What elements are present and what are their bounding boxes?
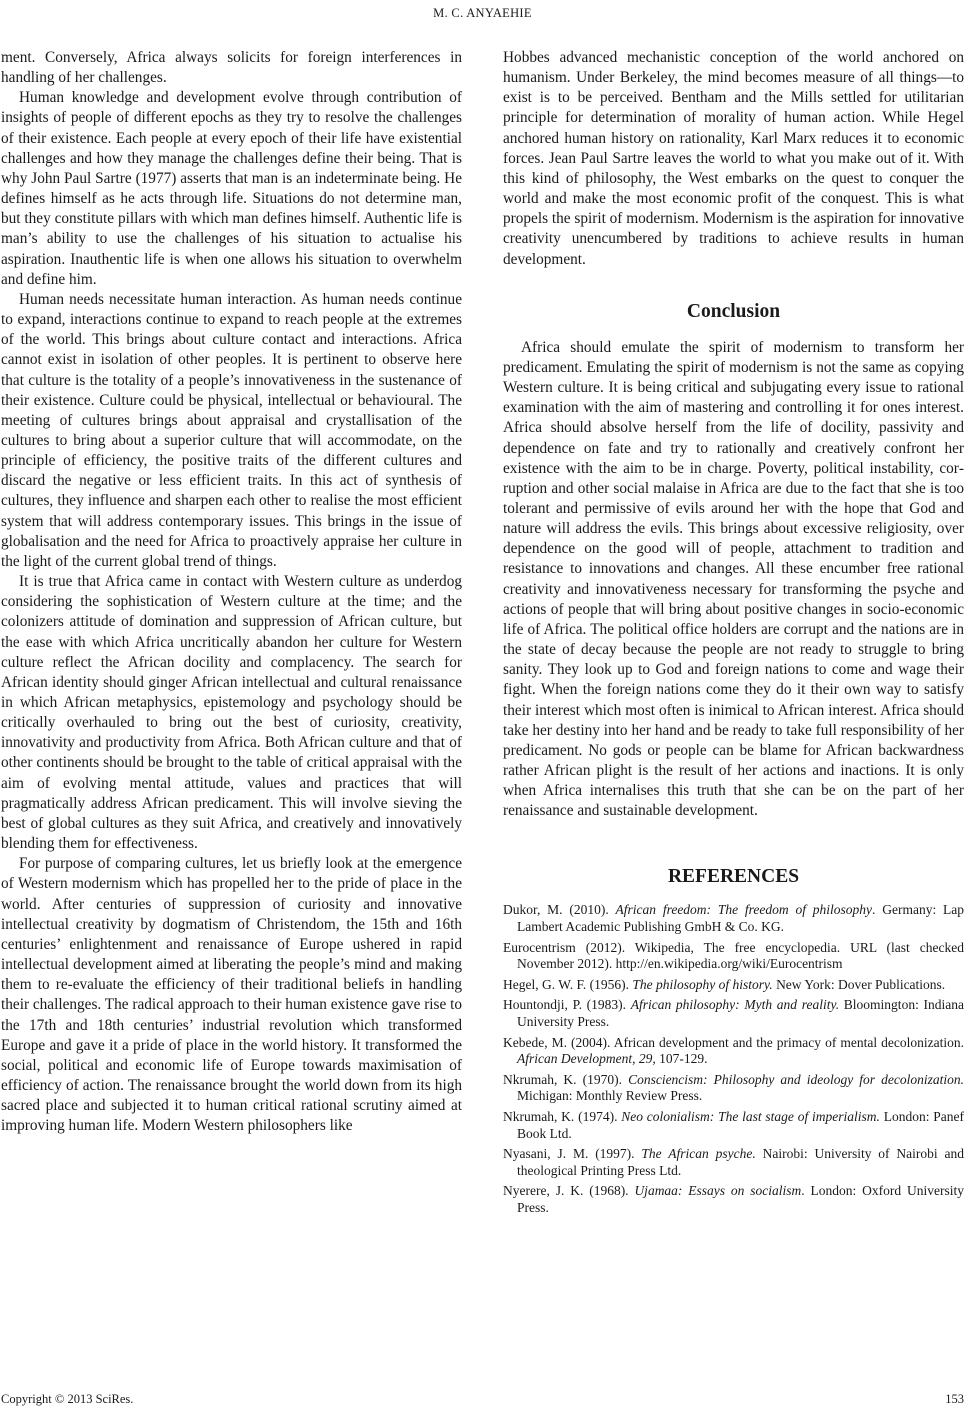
copyright-notice: Copyright © 2013 SciRes.: [1, 1392, 134, 1406]
reference-item: Eurocentrism (2012). Wikipedia, The free encyclopedia. URL (last checked November 2012). http://en.wikipedia.org/wiki/Eurocentrism: [503, 939, 964, 972]
paragraph: Africa should emulate the spirit of modernism to transform her predicament. Emulating the spirit of modernism is not the same as copying Western culture. It is being critical and subjugating every issue to rational examination with the aim of mastering and controlling it for ones interest. Africa should absolve herself from the life of docility, passivity and dependence on fate and try to rationally and creatively confront her existence with the aim to be in charge. Poverty, political instability, corruption and other social malaise in Africa are due to the fact that she is too tolerant and permissive of evils around her with the hope that God and nature will address the evils. This brings about excessive religiosity, over dependence on the good will of people, attachment to tradition and resistance to innovations and changes. All these encumber free rational creativity and innovativeness necessary for transforming the psyche and actions of people that will bring about positive changes in socio-economic life of Africa. The political office holders are corrupt and the nations are in the state of decay because the people are not ready to struggle to bring sanity. They look up to God and foreign nations to come and wage their fight. When the foreign nations come they do it their own way to satisfy their interest which most often is inimical to African interest. Africa should take her destiny into her hand and be ready to take full responsibility of her predicament. No gods or people can be blame for African backwardness rather African plight is the result of her actions and inactions. It is only when Africa internalises this truth that she can be on the part of her renaissance and sustainable development.: [503, 338, 964, 820]
reference-item: Hountondji, P. (1983). African philosophy: Myth and reality. Bloomington: Indiana University Press.: [503, 997, 964, 1030]
paragraph: Human knowledge and development evolve through contribution of insights of people of different epochs as they try to resolve the challenges of their existence. Each people at every epoch of their life have existential challenges and how they manage the challenges define their being. That is why John Paul Sartre (1977) asserts that man is an indeterminate being. He defines himself as he acts through life. Situations do not determine man, but they constitute pillars with which man defines himself. Authentic life is man’s ability to use the challenges of his situation to actualise his aspiration. Inauthentic life is when one allows his situation to overwhelm and define him.: [1, 89, 462, 288]
reference-item: Nyerere, J. K. (1968). Ujamaa: Essays on socialism. London: Oxford University Press.: [503, 1183, 965, 1215]
section-heading-conclusion: Conclusion: [686, 300, 781, 322]
reference-item: Kebede, M. (2004). African development and the primacy of mental decolonization. African Development, 29, 107-129.: [503, 1034, 964, 1067]
left-column: [1, 48, 462, 1136]
paragraph: ment. Conversely, Africa always solicits for foreign interferences in handling of her challenges.: [1, 49, 462, 87]
running-header: M. C. ANYAEHIE: [433, 6, 532, 20]
paragraph: Human needs necessitate human interaction. As human needs continue to expand, interactions continue to expand to reach people at the extremes of the world. This brings about culture contact and interactions. Africa cannot exist in isolation of other peoples. It is pertinent to observe here that culture is the totality of a people’s innovativeness in the sustenance of their existence. Culture could be physical, intellectual or behavioural. The meeting of cultures brings about appraisal and crystallisation of the cultures to bring about a superior culture that will accommodate, on the principle of efficiency, the positive traits of the different cultures and discard the negative or less efficient traits. In this act of synthesis of cultures, they influence and sharpen each other to realise the most efficient system that will address contemporary issues. This brings in the issue of globalisation and the need for Africa to proactively appraise her culture in the light of the current global trend of things.: [1, 290, 462, 570]
reference-item: Nyasani, J. M. (1997). The African psyche. Nairobi: University of Nairobi and theological Printing Press Ltd.: [503, 1146, 964, 1178]
references-list: [503, 902, 964, 1216]
page-number: 153: [945, 1392, 964, 1406]
reference-item: Dukor, M. (2010). African freedom: The freedom of philosophy. Germany: Lap Lambert Academic Publishing GmbH & Co. KG.: [503, 902, 964, 935]
reference-item: Hegel, G. W. F. (1956). The philosophy of history. New York: Dover Publications.: [503, 976, 946, 992]
section-heading-references: REFERENCES: [667, 866, 800, 888]
paragraph: Hobbes advanced mechanistic conception of the world anchored on humanism. Under Berkeley, the mind becomes measure of all things—to exist is to be perceived. Bentham and the Mills settled for utilitarian principle for determination of morality of human action. While Hegel anchored human history on rationality, Karl Marx reduces it to economic forces. Jean Paul Sartre leaves the world to what you make out of it. With this kind of philosophy, the West embarks on the quest to conquer the world and make the most economic profit of the conquest. This is what propels the spirit of modernism. Modernism is the aspiration for innovative creativity unencumbered by traditions to achieve results in human development.: [503, 49, 964, 268]
paragraph: It is true that Africa came in contact with Western culture as underdog considering the sophistication of Western culture at the time; and the colonizers attitude of domination and suppression of African culture, but the ease with which Africa uncritically abandon her culture for Western culture reflect the African docility and complacency. The search for African identity should ginger African intellectual and cultural renaissance in which African metaphysics, epistemology and psychology should be critically overhauled to bring out the best of curiosity, creativity, innovativity and productivity from Africa. Both African culture and that of other continents should be brought to the table of critical appraisal with the aim of evolving mental attitude, values and practices that will pragmatically address African predicament. This will involve sieving the best of global cultures as they suit Africa, and creatively and innovatively blending them for effectiveness.: [1, 573, 462, 853]
paragraph: For purpose of comparing cultures, let us briefly look at the emergence of Western modernism which has propelled her to the pride of place in the world. After centuries of suppression of curiosity and innovative intellectual creativity by dogmatism of Christendom, the 15th and 16th centuries’ enlightenment and renaissance of Europe ushered in rapid intellectual development aimed at liberating the people’s mind and making them to re-evaluate the efficiency of their traditional beliefs in handling their challenges. The radical approach to their human existence gave rise to the 17th and 18th centuries’ industrial revolution which transformed Europe and gave it a pride of place in the world history. It transformed the social, political and economic life of Europe towards maximisation of efficiency of action. The renaissance brought the world down from its high sacred place and subjected it to human critical rational scrutiny aimed at improving human life. Modern Western philosophers like: [1, 855, 462, 1135]
right-column: [503, 48, 964, 1221]
reference-item: Nkrumah, K. (1974). Neo colonialism: The last stage of imperialism. London: Panef Book Ltd.: [503, 1109, 964, 1141]
reference-item: Nkrumah, K. (1970). Consciencism: Philosophy and ideology for decolonization. Michigan: Monthly Review Press.: [503, 1071, 964, 1104]
